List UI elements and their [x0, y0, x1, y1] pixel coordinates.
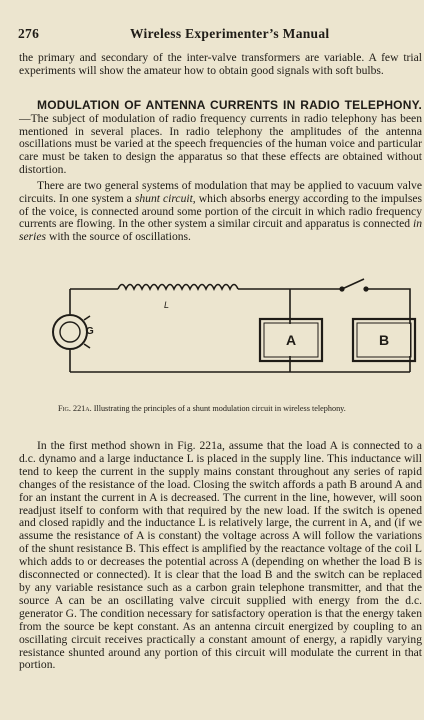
caption-text: Illustrating the principles of a shunt modulation circuit in wireless telephony. — [93, 404, 346, 413]
inductance-coil — [118, 285, 238, 290]
box-a-label: A — [285, 332, 297, 348]
italic-term: shunt circuit, — [134, 191, 196, 205]
generator-inner — [60, 322, 80, 342]
paragraph-continuation: the primary and secondary of the inter-valve transformers are variable. A few trial experiments will show the amateur how to obtain good signals with soft bulbs. — [19, 51, 422, 77]
text-run: There are two general systems of modulation that may be applied to vacuum valve circuits. In one system a — [19, 179, 422, 205]
shunt-modulation-circuit-diagram — [46, 272, 424, 398]
section-heading: MODULATION OF ANTENNA CURRENTS IN RADIO TELEPHONY. — [37, 98, 422, 112]
generator-outer — [53, 315, 87, 349]
figure-caption — [58, 404, 424, 414]
generator-label: G — [86, 326, 94, 337]
italic-term: in series — [19, 217, 422, 244]
inductance-label: L — [164, 300, 170, 310]
section-paragraph — [19, 99, 422, 177]
paragraph-modulation-systems — [19, 180, 422, 244]
caption-label: Fig. 221a. — [58, 404, 92, 413]
text-run: which absorbs energy according to the impulses of the voice, is connected around some portion of the circuit in which radio frequency currents are flowing. In the other system a similar circuit and apparatus is connected — [19, 191, 422, 231]
switch-blade — [342, 279, 364, 289]
box-b-label: B — [378, 332, 390, 348]
section-intro-text: —The subject of modulation of radio frequency currents in radio telephony has been mentioned in several places. In radio telephony the amplitudes of the antenna oscillations must be varied at the speech frequencies of the human voice and particular care must be taken to design the apparatus so that these effects are obtained without distortion. — [19, 111, 422, 176]
text-run: with the source of oscillations. — [46, 230, 191, 244]
generator-brush — [84, 316, 90, 320]
generator-brush — [84, 344, 90, 348]
page-header — [18, 26, 420, 46]
paragraph-first-method: In the first method shown in Fig. 221a, assume that the load A is connected to a d.c. dynamo and a large inductance L is placed in the supply line. This inductance will tend to keep the current in the supply mains constant throughout any series of rapid changes of the resistance of the load. Closing the switch affords a path B around A and for an instant the current in A is decreased. The current in the line, however, will soon readjust itself to conform with that required by the new load. If the switch is opened and closed rapidly and the inductance L is relatively large, the current in A, and (if we assume the resistance of A is constant) the voltage across A will follow the variations of the shunt resistance B. This effect is amplified by the reactance voltage of the coil L which adds to or decreases the potential across A (depending on whether the load B is disconnected or connected). It is clear that the load B and the switch can be replaced by any variable resistance such as a carbon grain telephone transmitter, and that the source A can be an oscillating valve circuit supplied with energy from the d.c. generator G. The condition necessary for satisfactory operation is that the energy taken from the source be kept constant. As an antenna circuit energized by coupling to an oscillating circuit receives practically a constant amount of energy, a rapidly varying resistance shunted around any portion of this circuit will modulate the current in that portion. — [19, 439, 422, 672]
page-number: 276 — [18, 26, 40, 41]
running-title: Wireless Experimenter’s Manual — [130, 26, 330, 41]
